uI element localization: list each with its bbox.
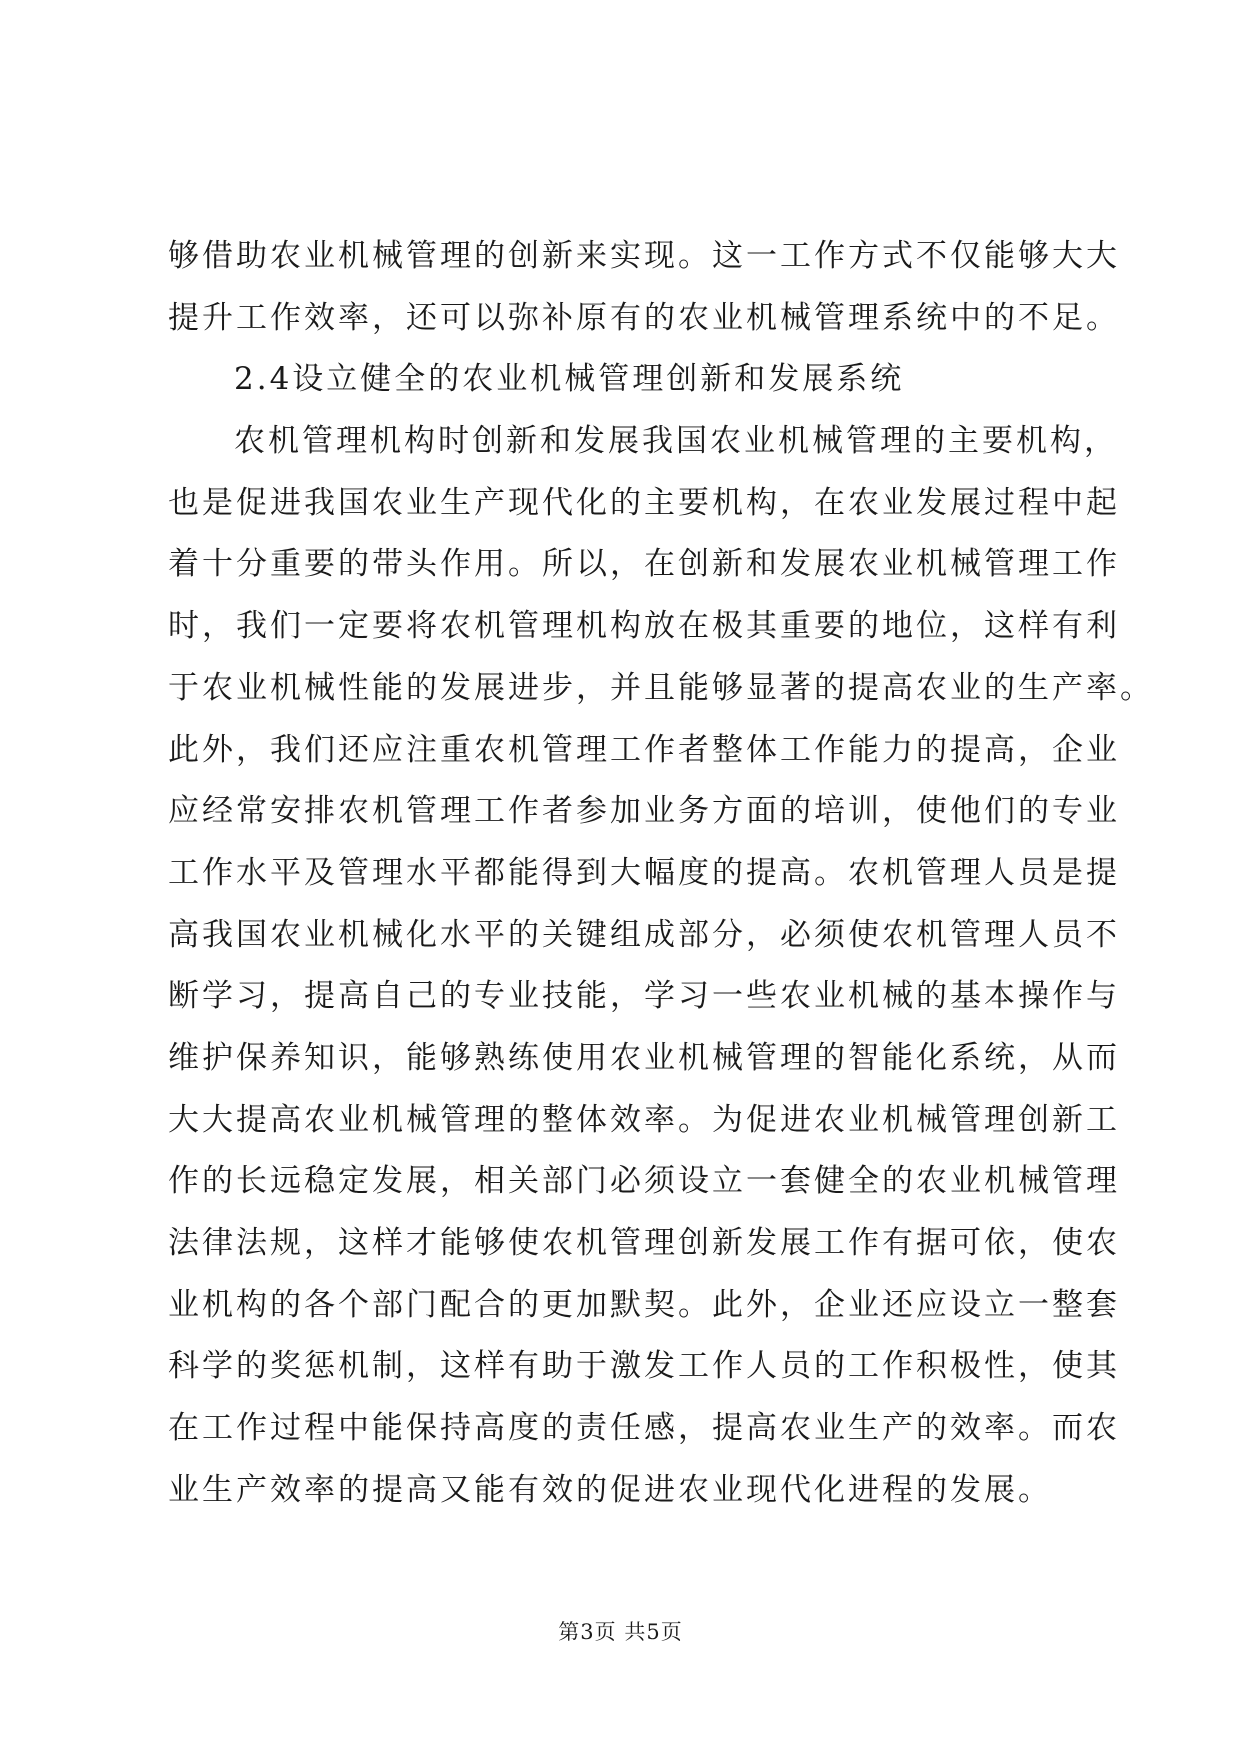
text-line: 够借助农业机械管理的创新来实现。这一工作方式不仅能够大大 <box>168 238 1120 274</box>
text-line: 时，我们一定要将农机管理机构放在极其重要的地位，这样有利 <box>168 608 1120 645</box>
section-heading: 2.4设立健全的农业机械管理创新和发展系统 <box>234 361 905 398</box>
text-line: 在工作过程中能保持高度的责任感，提高农业生产的效率。而农 <box>168 1410 1120 1447</box>
text-line: 工作水平及管理水平都能得到大幅度的提高。农机管理人员是提 <box>168 854 1120 891</box>
text-line: 作的长远稳定发展，相关部门必须设立一套健全的农业机械管理 <box>168 1163 1120 1200</box>
paragraph-continued <box>168 226 1120 349</box>
text-line: 维护保养知识，能够熟练使用农业机械管理的智能化系统，从而 <box>168 1039 1120 1076</box>
text-line: 断学习，提高自己的专业技能，学习一些农业机械的基本操作与 <box>168 978 1120 1015</box>
paragraph-main <box>168 411 1154 1521</box>
text-line: 业机构的各个部门配合的更加默契。此外，企业还应设立一整套 <box>168 1286 1120 1323</box>
page-number: 第3页 共5页 <box>558 1620 683 1644</box>
body-text <box>168 226 1154 1521</box>
text-line: 业生产效率的提高又能有效的促进农业现代化进程的发展。 <box>168 1471 1052 1508</box>
text-line: 农机管理机构时创新和发展我国农业机械管理的主要机构， <box>234 423 1118 460</box>
text-line: 也是促进我国农业生产现代化的主要机构，在农业发展过程中起 <box>168 484 1120 521</box>
text-line: 大大提高农业机械管理的整体效率。为促进农业机械管理创新工 <box>168 1101 1120 1138</box>
text-line: 着十分重要的带头作用。所以，在创新和发展农业机械管理工作 <box>168 546 1120 583</box>
text-line: 科学的奖惩机制，这样有助于激发工作人员的工作积极性，使其 <box>168 1348 1120 1385</box>
text-line: 于农业机械性能的发展进步，并且能够显著的提高农业的生产率。 <box>168 669 1154 706</box>
text-line: 应经常安排农机管理工作者参加业务方面的培训，使他们的专业 <box>168 793 1120 830</box>
text-line: 提升工作效率，还可以弥补原有的农业机械管理系统中的不足。 <box>168 299 1120 336</box>
text-line: 高我国农业机械化水平的关键组成部分，必须使农机管理人员不 <box>168 916 1120 953</box>
text-line: 此外，我们还应注重农机管理工作者整体工作能力的提高，企业 <box>168 731 1120 768</box>
text-line: 法律法规，这样才能够使农机管理创新发展工作有据可依，使农 <box>168 1225 1120 1261</box>
